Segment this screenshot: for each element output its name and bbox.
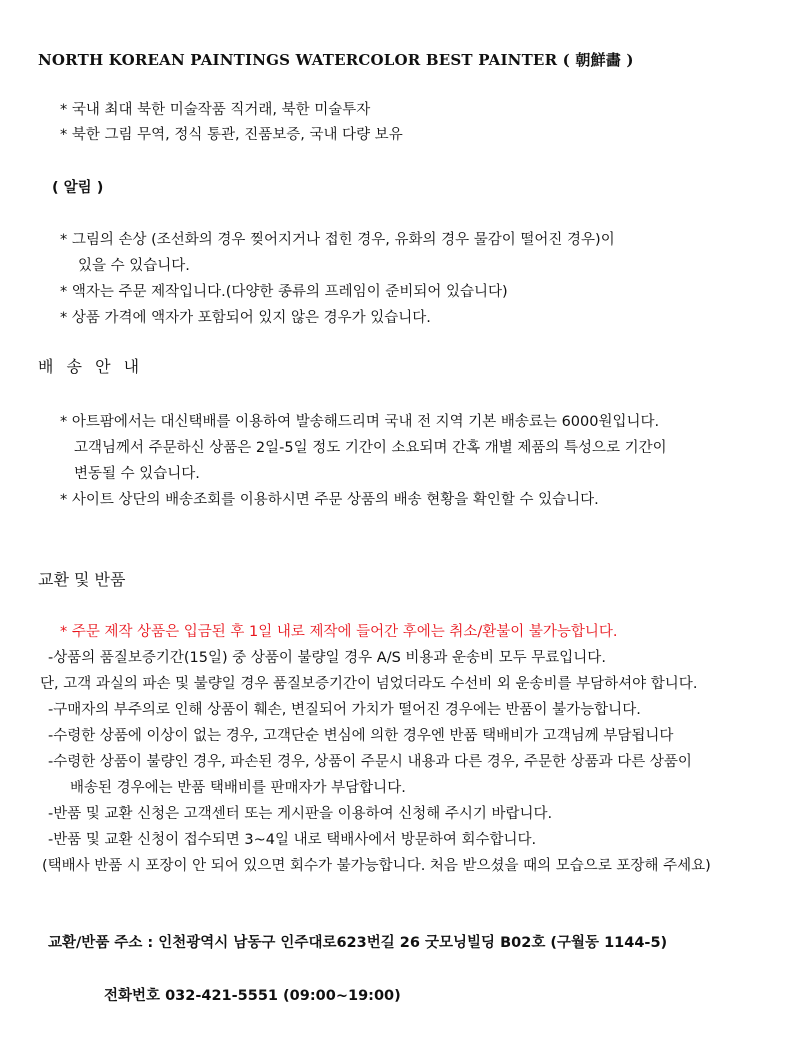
notice-heading: ( 알림 ) bbox=[52, 180, 104, 196]
shipping-line: * 사이트 상단의 배송조회를 이용하시면 주문 상품의 배송 현황을 확인할 수 있습니다. bbox=[60, 492, 599, 508]
exchange-line: 단, 고객 과실의 파손 및 불량일 경우 품질보증기간이 넘었더라도 수선비 외 운송비를 부담하셔야 합니다. bbox=[40, 676, 698, 692]
notice-line: * 상품 가격에 액자가 포함되어 있지 않은 경우가 있습니다. bbox=[60, 310, 431, 326]
exchange-line: -수령한 상품에 이상이 없는 경우, 고객단순 변심에 의한 경우엔 반품 택배비가 고객님께 부담됩니다 bbox=[48, 728, 674, 744]
exchange-heading: 교환 및 반품 bbox=[38, 570, 126, 589]
exchange-line: -수령한 상품이 불량인 경우, 파손된 경우, 상품이 주문시 내용과 다른 경우, 주문한 상품과 다른 상품이 bbox=[48, 754, 692, 770]
exchange-line: (택배사 반품 시 포장이 안 되어 있으면 회수가 불가능합니다. 처음 받으셨을 때의 모습으로 포장해 주세요) bbox=[42, 858, 711, 874]
exchange-line: -상품의 품질보증기간(15일) 중 상품이 불량일 경우 A/S 비용과 운송비 모두 무료입니다. bbox=[48, 650, 606, 666]
phone-number: 전화번호 032-421-5551 (09:00~19:00) bbox=[104, 988, 401, 1004]
shipping-line: 변동될 수 있습니다. bbox=[74, 466, 200, 482]
page-title: NORTH KOREAN PAINTINGS WATERCOLOR BEST PAINTER ( 朝鮮畵 ) bbox=[38, 51, 634, 69]
notice-line: * 그림의 손상 (조선화의 경우 찢어지거나 접힌 경우, 유화의 경우 물감이 떨어진 경우)이 bbox=[60, 232, 615, 248]
shipping-line: 고객님께서 주문하신 상품은 2일-5일 정도 기간이 소요되며 간혹 개별 제품의 특성으로 기간이 bbox=[74, 440, 667, 456]
notice-line: * 액자는 주문 제작입니다.(다양한 종류의 프레임이 준비되어 있습니다) bbox=[60, 284, 508, 300]
return-address: 교환/반품 주소 : 인천광역시 남동구 인주대로623번길 26 굿모닝빌딩 B02호 (구월동 1144-5) bbox=[48, 935, 668, 951]
exchange-warning: * 주문 제작 상품은 입금된 후 1일 내로 제작에 들어간 후에는 취소/환불이 불가능합니다. bbox=[60, 624, 618, 640]
notice-line: 있을 수 있습니다. bbox=[78, 258, 190, 274]
exchange-line: -구매자의 부주의로 인해 상품이 훼손, 변질되어 가치가 떨어진 경우에는 반품이 불가능합니다. bbox=[48, 702, 641, 718]
shipping-line: * 아트팜에서는 대신택배를 이용하여 발송해드리며 국내 전 지역 기본 배송료는 6000원입니다. bbox=[60, 414, 660, 430]
intro-line: * 북한 그림 무역, 정식 통관, 진품보증, 국내 다량 보유 bbox=[60, 127, 403, 143]
exchange-line: 배송된 경우에는 반품 택배비를 판매자가 부담합니다. bbox=[70, 780, 406, 796]
exchange-line: -반품 및 교환 신청은 고객센터 또는 게시판을 이용하여 신청해 주시기 바랍니다. bbox=[48, 806, 553, 822]
exchange-line: -반품 및 교환 신청이 접수되면 3~4일 내로 택배사에서 방문하여 회수합니다. bbox=[48, 832, 537, 848]
intro-line: * 국내 최대 북한 미술작품 직거래, 북한 미술투자 bbox=[60, 102, 371, 118]
shipping-heading: 배 송 안 내 bbox=[38, 357, 144, 376]
